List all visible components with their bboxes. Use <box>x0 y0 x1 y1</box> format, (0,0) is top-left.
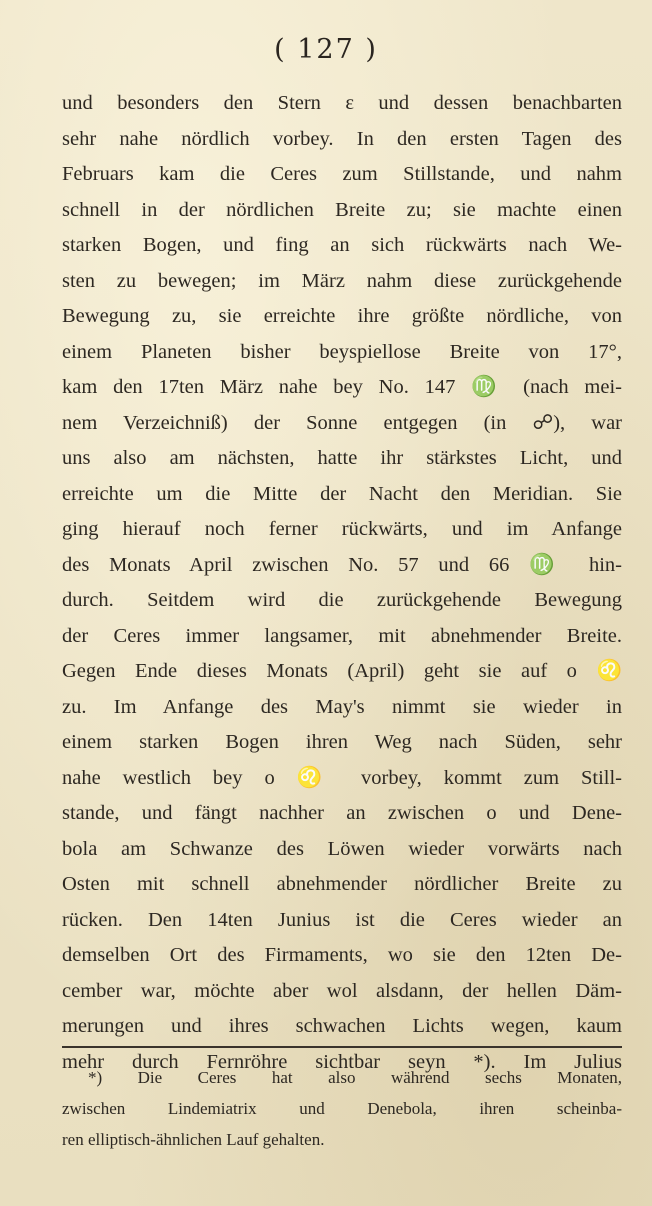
footnote-line: *) Die Ceres hat also während sechs Monaten, <box>88 1068 622 1087</box>
text-line: Gegen Ende dieses Monats (April) geht sie auf ο ♌ <box>62 660 622 682</box>
text-line: mehr durch Fernröhre sichtbar seyn *). Im Julius <box>62 1050 622 1073</box>
text-line: des Monats April zwischen No. 57 und 66 ♍ hin- <box>62 553 622 576</box>
text-line: erreichte um die Mitte der Nacht den Meridian. Sie <box>62 482 622 505</box>
text-line: Bewegung zu, sie erreichte ihre größte nördliche, von <box>62 305 622 327</box>
footnote-divider <box>62 1046 622 1048</box>
text-line: zu. Im Anfange des May's nimmt sie wieder in <box>62 695 622 718</box>
text-line: bola am Schwanze des Löwen wieder vorwärts nach <box>62 837 622 860</box>
footnote-line: ren elliptisch-ähnlichen Lauf gehalten. <box>62 1130 325 1149</box>
text-line: Februars kam die Ceres zum Stillstande, und nahm <box>62 163 622 185</box>
text-line: Osten mit schnell abnehmender nördlicher Breite zu <box>62 873 622 895</box>
footnote-line: zwischen Lindemiatrix und Denebola, ihren scheinba- <box>62 1099 622 1118</box>
text-line: der Ceres immer langsamer, mit abnehmender Breite. <box>62 624 622 647</box>
text-line: starken Bogen, und fing an sich rückwärts nach We- <box>62 234 622 256</box>
text-line: einem Planeten bisher beyspiellose Breite von 17°, <box>62 340 622 363</box>
text-line: ging hierauf noch ferner rückwärts, und im Anfange <box>62 518 622 540</box>
footnote-block <box>62 1062 622 1155</box>
text-line: nem Verzeichniß) der Sonne entgegen (in ☍), war <box>62 411 622 434</box>
text-line: kam den 17ten März nahe bey No. 147 ♍ (nach mei- <box>62 376 622 398</box>
text-line: uns also am nächsten, hatte ihr stärkstes Licht, und <box>62 447 622 469</box>
text-line: merungen und ihres schwachen Lichts wegen, kaum <box>62 1015 622 1037</box>
text-line: cember war, möchte aber wol alsdann, der hellen Däm- <box>62 979 622 1002</box>
text-line: und besonders den Stern ε und dessen benachbarten <box>62 92 622 114</box>
text-line: durch. Seitdem wird die zurückgehende Bewegung <box>62 589 622 611</box>
text-line: sten zu bewegen; im März nahm diese zurückgehende <box>62 269 622 292</box>
main-text-block <box>62 86 622 1080</box>
text-line: nahe westlich bey ο ♌ vorbey, kommt zum Still- <box>62 766 622 789</box>
text-line: demselben Ort des Firmaments, wo sie den 12ten De- <box>62 944 622 966</box>
page-number: ( 127 ) <box>274 34 378 65</box>
text-line: schnell in der nördlichen Breite zu; sie machte einen <box>62 198 622 221</box>
text-line: rücken. Den 14ten Junius ist die Ceres wieder an <box>62 908 622 931</box>
text-line: stande, und fängt nachher an zwischen ο und Dene- <box>62 802 622 824</box>
text-line: sehr nahe nördlich vorbey. In den ersten Tagen des <box>62 127 622 150</box>
text-line: einem starken Bogen ihren Weg nach Süden, sehr <box>62 731 622 753</box>
